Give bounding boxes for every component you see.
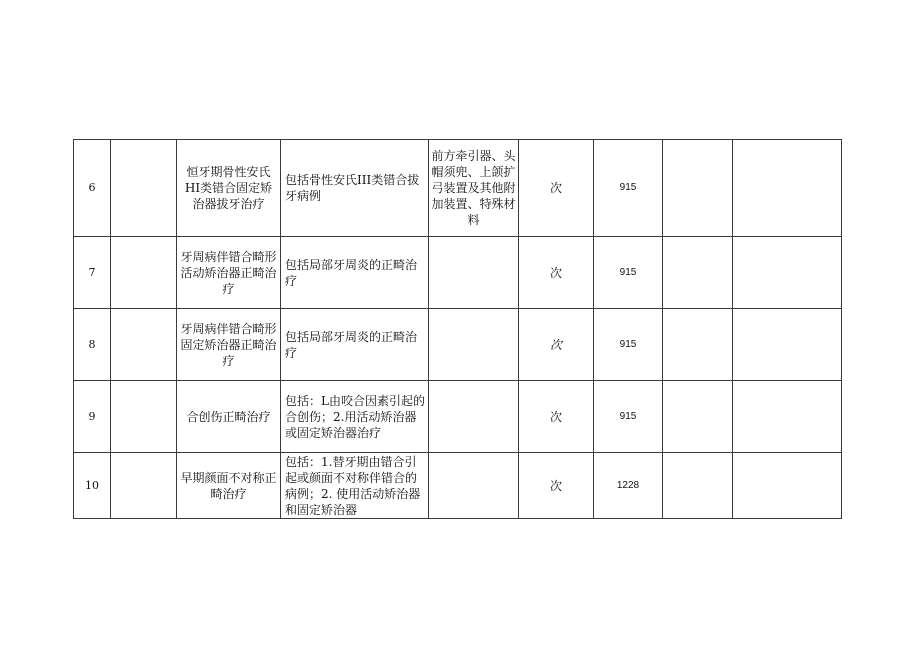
table-row [74, 381, 842, 453]
pricing-unit: 次 [519, 309, 594, 381]
remarks-cell [733, 140, 842, 237]
item-content: 包括：1.替牙期由错合引起或颜面不对称伴错合的病例；2. 使用活动矫治器和固定矫治器 [281, 453, 429, 519]
excluded-material [429, 309, 519, 381]
row-number: 6 [74, 140, 111, 237]
row-number: 7 [74, 237, 111, 309]
excluded-material [429, 453, 519, 519]
item-code [111, 140, 177, 237]
extra-cell [663, 309, 733, 381]
remarks-cell [733, 453, 842, 519]
item-name: 早期颜面不对称正畸治疗 [177, 453, 281, 519]
row-number: 10 [74, 453, 111, 519]
table-row [74, 140, 842, 237]
pricing-unit: 次 [519, 381, 594, 453]
item-name: 牙周病伴错合畸形活动矫治器正畸治疗 [177, 237, 281, 309]
pricing-unit: 次 [519, 237, 594, 309]
row-number: 8 [74, 309, 111, 381]
price: 915 [594, 381, 663, 453]
pricing-unit: 次 [519, 453, 594, 519]
item-name: 牙周病伴错合畸形固定矫治器正畸治疗 [177, 309, 281, 381]
item-code [111, 309, 177, 381]
excluded-material: 前方牵引器、头帽须兜、上颌扩弓装置及其他附加装置、特殊材料 [429, 140, 519, 237]
remarks-cell [733, 309, 842, 381]
extra-cell [663, 381, 733, 453]
item-code [111, 237, 177, 309]
table-row [74, 237, 842, 309]
pricing-unit: 次 [519, 140, 594, 237]
excluded-material [429, 381, 519, 453]
remarks-cell [733, 381, 842, 453]
extra-cell [663, 237, 733, 309]
row-number: 9 [74, 381, 111, 453]
remarks-cell [733, 237, 842, 309]
excluded-material [429, 237, 519, 309]
item-name: 恒牙期骨性安氏HI类错合固定矫治器拔牙治疗 [177, 140, 281, 237]
table-row [74, 453, 842, 519]
item-content: 包括局部牙周炎的正畸治疗 [281, 309, 429, 381]
item-name: 合创伤正畸治疗 [177, 381, 281, 453]
item-content: 包括骨性安氏III类错合拔牙病例 [281, 140, 429, 237]
price: 1228 [594, 453, 663, 519]
item-code [111, 453, 177, 519]
item-content: 包括局部牙周炎的正畸治疗 [281, 237, 429, 309]
extra-cell [663, 140, 733, 237]
price: 915 [594, 140, 663, 237]
item-content: 包括：L由咬合因素引起的合创伤；2.用活动矫治器或固定矫治器治疗 [281, 381, 429, 453]
price: 915 [594, 309, 663, 381]
extra-cell [663, 453, 733, 519]
table-row [74, 309, 842, 381]
fee-table [73, 139, 842, 519]
item-code [111, 381, 177, 453]
price: 915 [594, 237, 663, 309]
